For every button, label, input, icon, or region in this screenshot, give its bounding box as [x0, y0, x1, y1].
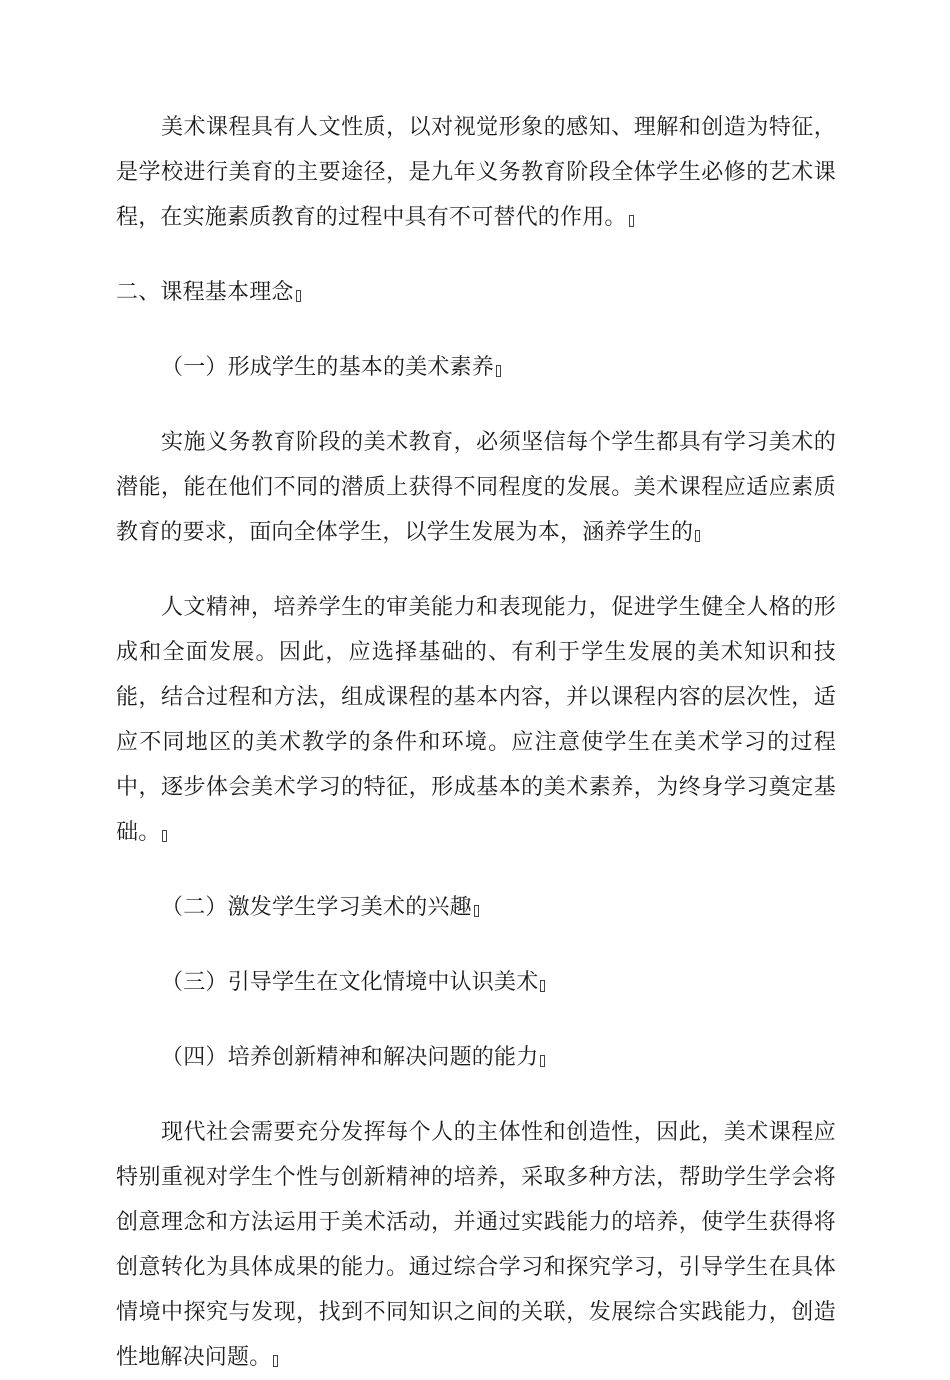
heading-text: （一）形成学生的基本的美术素养 — [161, 355, 495, 380]
paragraph-mark-icon — [162, 830, 167, 842]
paragraph-mark-icon — [273, 1355, 278, 1367]
paragraph-text: 实施义务教育阶段的美术教育，必须坚信每个学生都具有学习美术的潜能，能在他们不同的潜质上获得不同程度的发展。美术课程应适应素质教育的要求，面向全体学生，以学生发展为本，涵养学生的 — [116, 430, 836, 545]
paragraph-text: 现代社会需要充分发挥每个人的主体性和创造性，因此，美术课程应特别重视对学生个性与创新精神的培养，采取多种方法，帮助学生学会将创意理念和方法运用于美术活动，并通过实践能力的培养，使学生获得将创意转化为具体成果的能力。通过综合学习和探究学习，引导学生在具体情境中探究与发现，找到不同知识之间的关联，发展综合实践能力，创造性地解决问题。 — [116, 1120, 836, 1370]
section-heading-basic-concepts — [116, 270, 836, 315]
document-body — [116, 105, 836, 1380]
paragraph-humanistic-spirit — [116, 585, 836, 855]
paragraph-text: 人文精神，培养学生的审美能力和表现能力，促进学生健全人格的形成和全面发展。因此，应选择基础的、有利于学生发展的美术知识和技能，结合过程和方法，组成课程的基本内容，并以课程内容的层次性，适应不同地区的美术教学的条件和环境。应注意使学生在美术学习的过程中，逐步体会美术学习的特征，形成基本的美术素养，为终身学习奠定基础。 — [116, 595, 836, 845]
paragraph-course-nature — [116, 105, 836, 240]
subheading-2 — [116, 885, 836, 930]
subheading-3 — [116, 960, 836, 1005]
paragraph-text: 美术课程具有人文性质，以对视觉形象的感知、理解和创造为特征，是学校进行美育的主要途径，是九年义务教育阶段全体学生必修的艺术课程，在实施素质教育的过程中具有不可替代的作用。 — [116, 115, 836, 230]
paragraph-mark-icon — [496, 365, 501, 377]
paragraph-innovation — [116, 1110, 836, 1380]
heading-text: （三）引导学生在文化情境中认识美术 — [161, 970, 539, 995]
paragraph-mark-icon — [540, 980, 545, 992]
paragraph-mark-icon — [695, 530, 700, 542]
subheading-4 — [116, 1035, 836, 1080]
paragraph-mark-icon — [629, 215, 634, 227]
heading-text: 二、课程基本理念 — [116, 280, 294, 305]
paragraph-compulsory-education — [116, 420, 836, 555]
heading-text: （四）培养创新精神和解决问题的能力 — [161, 1045, 539, 1070]
paragraph-mark-icon — [540, 1055, 545, 1067]
heading-text: （二）激发学生学习美术的兴趣 — [161, 895, 472, 920]
paragraph-mark-icon — [474, 905, 479, 917]
subheading-1 — [116, 345, 836, 390]
paragraph-mark-icon — [296, 290, 301, 302]
